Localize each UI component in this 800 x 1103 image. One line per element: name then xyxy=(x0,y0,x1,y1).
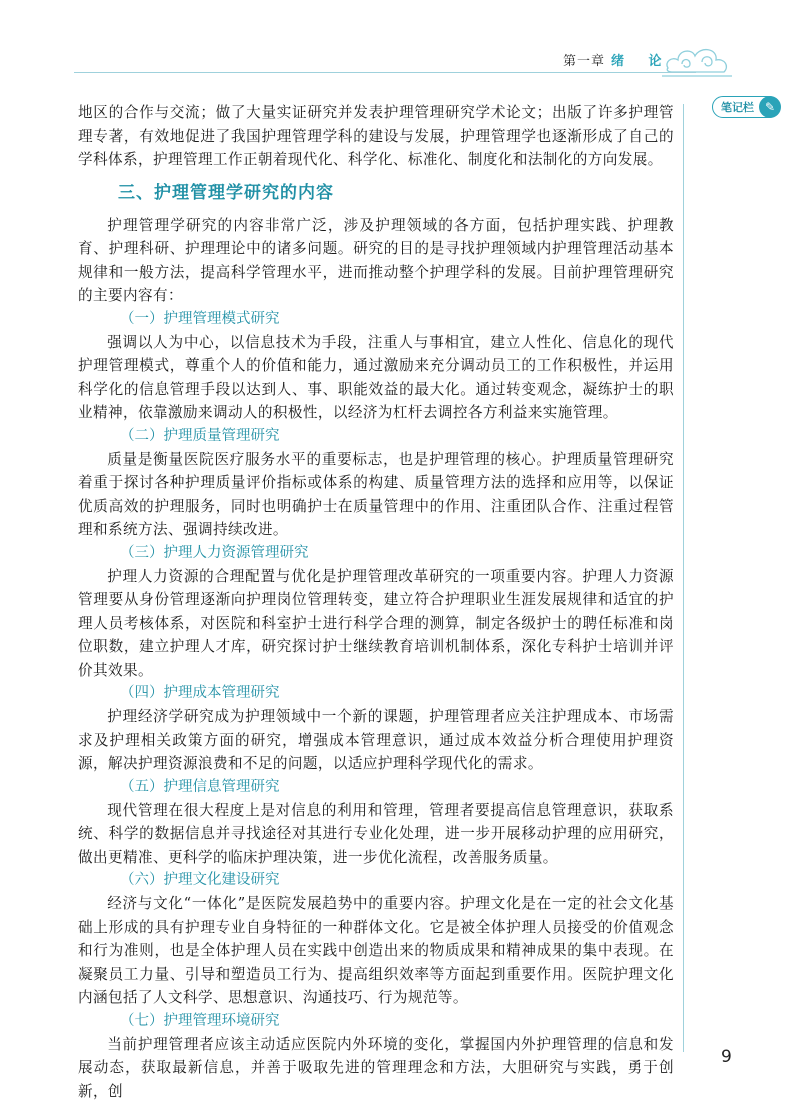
subsection-heading: （四）护理成本管理研究 xyxy=(120,685,280,701)
subsection-heading: （一）护理管理模式研究 xyxy=(120,310,280,327)
header-rule xyxy=(74,72,696,73)
section-paragraph: 护理管理学研究的内容非常广泛，涉及护理领域的各方面，包括护理实践、护理教育、护理科研、护理理论中的诸多问题。研究的目的是寻找护理领域内护理管理活动基本规律和一般方法，提高科学管理水平，进而推动整个护理学科的发展。目前护理管理研究的主要内容有： xyxy=(78,216,674,304)
subsection-paragraph: 护理经济学研究成为护理领域中一个新的课题，护理管理者应关注护理成本、市场需求及护理相关政策方面的研究，增强成本管理意识，通过成本效益分析合理使用护理资源，解决护理资源浪费和不足的问题，以适应护理科学现代化的需求。 xyxy=(78,708,674,772)
notes-column-tab xyxy=(712,96,780,118)
subsection-paragraph: 现代管理在很大程度上是对信息的利用和管理，管理者要提高信息管理意识，获取系统、科学的数据信息并寻找途径对其进行专业化处理，进一步开展移动护理的应用研究，做出更精准、更科学的临床护理决策，进一步优化流程，改善服务质量。 xyxy=(78,801,674,866)
subsection-heading: （三）护理人力资源管理研究 xyxy=(120,544,309,561)
page-content xyxy=(78,101,674,1103)
section-heading: 三、护理管理学研究的内容 xyxy=(118,182,334,203)
subsection-heading: （二）护理质量管理研究 xyxy=(120,427,280,444)
subsection-heading: （五）护理信息管理研究 xyxy=(120,778,280,795)
subsection-paragraph: 护理人力资源的合理配置与优化是护理管理改革研究的一项重要内容。护理人力资源管理要从身份管理逐渐向护理岗位管理转变，建立符合护理职业生涯发展规律和适宜的护理人员考核体系，对医院和科室护士进行科学合理的测算，制定各级护士的聘任标准和岗位职数，建立护理人才库，研究探讨护士继续教育培训机制体系，深化专科护士培训并评价其效果。 xyxy=(78,567,674,679)
chapter-label: 第一章 xyxy=(563,54,606,69)
chapter-title: 绪 论 xyxy=(611,54,672,69)
subsection-paragraph: 质量是衡量医院医疗服务水平的重要标志，也是护理管理的核心。护理质量管理研究着重于探讨各种护理质量评价指标或体系的构建、质量管理方法的选择和应用等，以保证优质高效的护理服务，同时也明确护士在质量管理中的作用、注重团队合作、注重过程管理和系统方法、强调持续改进。 xyxy=(78,450,674,538)
subsection-paragraph: 经济与文化“一体化”是医院发展趋势中的重要内容。护理文化是在一定的社会文化基础上形成的具有护理专业自身特征的一种群体文化。它是被全体护理人员接受的价值观念和行为准则，也是全体护理人员在实践中创造出来的物质成果和精神成果的集中表现。在凝聚员工力量、引导和塑造员工行为、提高组织效率等方面起到重要作用。医院护理文化内涵包括了人文科学、思想意识、沟通技巧、行为规范等。 xyxy=(78,895,674,1006)
notes-label: 笔记栏 xyxy=(721,101,754,114)
pencil-note-icon: ✎ xyxy=(759,96,781,118)
intro-paragraph: 地区的合作与交流；做了大量实证研究并发表护理管理研究学术论文；出版了许多护理管理专著，有效地促进了我国护理管理学科的建设与发展，护理管理学也逐渐形成了自己的学科体系，护理管理工作正朝着现代化、科学化、标准化、制度化和法制化的方向发展。 xyxy=(78,104,674,168)
subsection-heading: （六）护理文化建设研究 xyxy=(120,872,280,888)
margin-rule xyxy=(683,104,684,1052)
running-header xyxy=(563,50,672,69)
subsection-paragraph: 强调以人为中心，以信息技术为手段，注重人与事相宜，建立人性化、信息化的现代护理管理模式，尊重个人的价值和能力，通过激励来充分调动员工的工作积极性，并运用科学化的信息管理手段以达到人、事、职能效益的最大化。通过转变观念，凝练护士的职业精神，依靠激励来调动人的积极性，以经济为杠杆去调控各方利益来实施管理。 xyxy=(78,333,674,421)
page-number: 9 xyxy=(721,1047,732,1067)
subsection-paragraph: 当前护理管理者应该主动适应医院内外环境的变化，掌握国内外护理管理的信息和发展动态，获取最新信息，并善于吸取先进的管理理念和方法，大胆研究与实践，勇于创新，创 xyxy=(78,1035,674,1100)
subsection-heading: （七）护理管理环境研究 xyxy=(120,1012,280,1029)
cloud-ornament-icon xyxy=(662,38,732,80)
